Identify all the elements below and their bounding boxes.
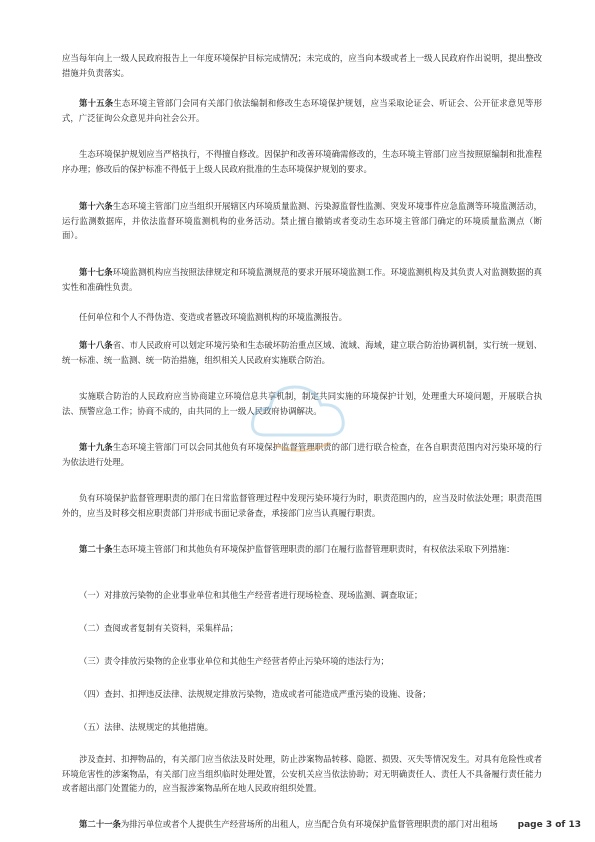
article-15: 第十五条生态环境主管部门会同有关部门依法编制和修改生态环境保护规划，应当采取论证会、听证会、公开征求意见等形式，广泛征询公众意见并向社会公开。 — [62, 98, 542, 123]
article-16: 第十六条生态环境主管部门应当组织开展辖区内环境质量监测、污染源监督性监测、突发环境事件应急监测等环境监测活动，运行监测数据库，并依法监督环境监测机构的业务活动。禁止擅自撤销或者变动生态环境主管部门确定的环境质量监测点（断面）。 — [62, 201, 543, 240]
article-19: 第十九条生态环境主管部门可以会同其他负有环境保护监督管理职责的部门进行联合检查，在各自职责范围内对污染环境的行为依法进行处理。 — [62, 442, 543, 467]
paragraph-10: 负有环境保护监督管理职责的部门在日常监督管理过程中发现污染环境行为时，职责范围内的，应当及时依法处理；职责范围外的，应当及时移交相应职责部门并形成书面记录备查，承接部门应当认真履行职责。 — [62, 493, 542, 518]
measure-item-4: （四）查封、扣押违反法律、法规规定排放污染物，造成或者可能造成严重污染的设施、设备； — [79, 689, 431, 699]
page-number: page 3 of 13 — [517, 820, 581, 830]
paragraph-3: 生态环境保护规划应当严格执行，不得擅自修改。因保护和改善环境确需修改的，生态环境主管部门应当按照原编制和批准程序办理；修改后的保护标准不得低于上级人民政府批准的生态环境保护规划的要求。 — [62, 149, 542, 174]
measure-item-3: （三）责令排放污染物的企业事业单位和其他生产经营者停止污染环境的违法行为； — [79, 656, 389, 666]
article-18: 第十八条省、市人民政府可以划定环境污染和生态破坏防治重点区域、流域、海域，建立联合防治协调机制，实行统一规划、统一标准、统一监测、统一防治措施，组织相关人民政府实施联合防治。 — [62, 340, 543, 365]
measure-item-1: （一）对排放污染物的企业事业单位和其他生产经营者进行现场检查、现场监测、调查取证； — [79, 590, 423, 600]
paragraph-8: 实施联合防治的人民政府应当协商建立环境信息共享机制，制定共同实施的环境保护计划，处理重大环境问题，开展联合执法、预警应急工作；协商不成的，由共同的上一级人民政府协调解决。 — [62, 391, 542, 416]
measure-item-5: （五）法律、法规规定的其他措施。 — [79, 722, 213, 732]
measure-item-2: （二）查阅或者复制有关资料，采集样品； — [79, 623, 239, 633]
article-20: 第二十条生态环境主管部门和其他负有环境保护监督管理职责的部门在履行监督管理职责时，有权依法采取下列措施： — [79, 544, 515, 554]
article-17: 第十七条环境监测机构应当按照法律规定和环境监测规范的要求开展环境监测工作。环境监测机构及其负责人对监测数据的真实性和准确性负责。 — [62, 267, 543, 292]
paragraph-6: 任何单位和个人不得伪造、变造或者篡改环境监测机构的环境监测报告。 — [79, 312, 347, 322]
paragraph-17: 涉及查封、扣押物品的，有关部门应当依法及时处理，防止涉案物品转移、隐匿、损毁、灭失等情况发生。对具有危险性或者环境危害性的涉案物品，有关部门应当组织临时处理处置，公安机关应当依法协助；对无明确责任人、责任人不具备履行责任能力或者超出部门处置能力的，应当报涉案物品所在地人民政府组织处置。 — [62, 754, 542, 793]
article-21: 第二十一条为排污单位或者个人提供生产经营场所的出租人，应当配合负有环境保护监督管理职责的部门对出租场 — [79, 819, 498, 829]
cloud-watermark-icon — [245, 365, 355, 465]
paragraph-1: 应当每年向上一级人民政府报告上一年度环境保护目标完成情况；未完成的，应当向本级或者上一级人民政府作出说明，提出整改措施并负责落实。 — [62, 53, 542, 78]
